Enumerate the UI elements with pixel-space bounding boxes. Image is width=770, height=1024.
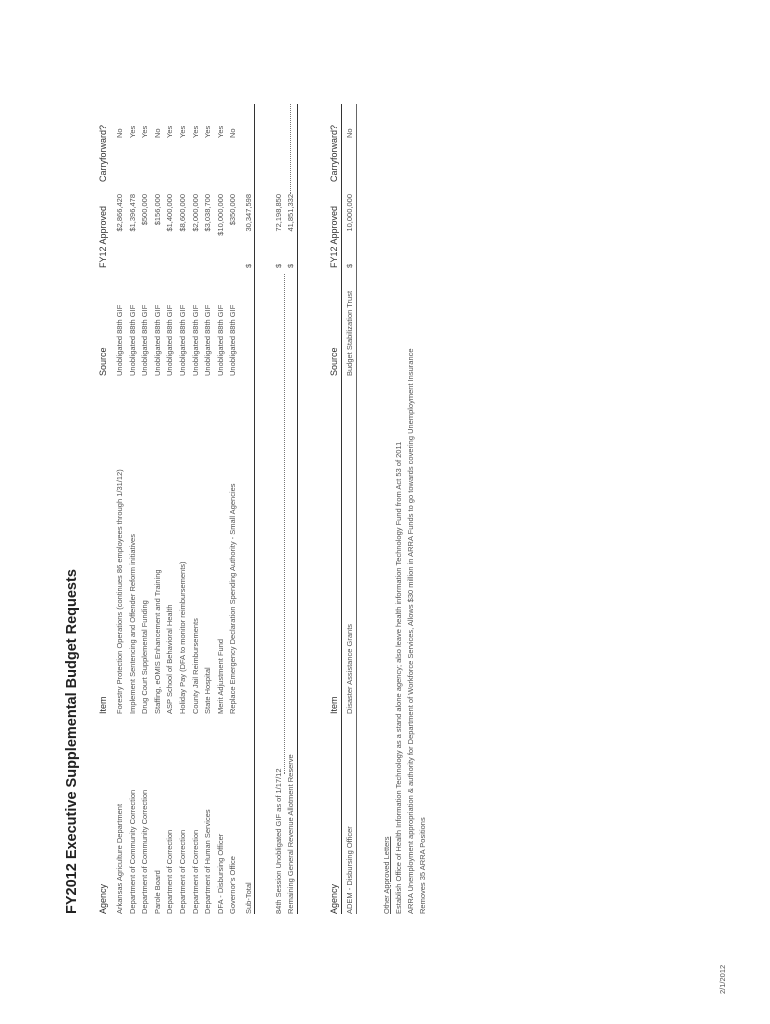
note-unobligated-value: 72,198,850 [274, 194, 283, 232]
note-unobligated-currency: $ [274, 263, 283, 268]
table2-header-approved: FY12 Approved [329, 205, 339, 268]
table1-row-source: Unobligated 88th GIF [152, 304, 162, 376]
table1-row-agency: Governor's Office [228, 856, 238, 914]
table2-header-rule [341, 104, 342, 914]
table2-header-source: Source [329, 347, 339, 376]
table2-row-agency: ADEM - Disbursing Officer [345, 826, 354, 914]
table2-row-currency: $ [345, 263, 354, 268]
table1-header-carry: Carryforward? [98, 124, 108, 182]
table1-row-item: ASP School of Behavioral Health [165, 604, 175, 714]
table1-row-item: Staffing, eOMIS Enhancement and Training [152, 569, 162, 714]
table1-row-approved: $350,000 [228, 194, 238, 226]
table2-row-item: Disaster Assistance Grants [345, 623, 354, 714]
page-title: FY2012 Executive Supplemental Budget Requests [64, 569, 80, 914]
table1-row-item: Implement Sentencing and Offender Reform initiatives [127, 534, 137, 714]
table1-row-item: County Jail Reimbursements [190, 618, 200, 714]
table2-row-carry: No [345, 128, 354, 138]
table1-row-approved: $2,866,420 [115, 194, 124, 232]
note-unobligated-label: 84th Session Unobligated GIF as of 1/17/12 [274, 768, 283, 914]
table2-row-approved: 10,000,000 [345, 194, 354, 232]
table2-header-carry: Carryforward? [329, 124, 339, 182]
table1-row-approved: $1,400,000 [165, 194, 175, 232]
table1-total-rule [254, 104, 255, 914]
table1-row-agency: DFA - Disbursing Officer [215, 833, 225, 914]
table1-row-approved: $156,000 [152, 194, 162, 226]
other-item-3: Removes 35 ARRA Positions [418, 817, 427, 914]
other-heading: Other Approved Letters [382, 836, 391, 914]
table1-row-carry: No [115, 128, 124, 138]
table1-row-approved: $2,000,000 [190, 194, 200, 232]
table1-row-source: Unobligated 88th GIF [190, 304, 200, 376]
table2-row-rule [356, 104, 357, 914]
table1-row-carry: Yes [203, 125, 213, 138]
table1-header-approved: FY12 Approved [98, 205, 108, 268]
table1-row-item: Merit Adjustment Fund [215, 638, 225, 714]
subtotal-currency: $ [244, 263, 253, 268]
table1-header-item: Item [98, 696, 108, 714]
table2-header-item: Item [329, 696, 339, 714]
table1-row-carry: Yes [215, 125, 225, 138]
table1-row-carry: Yes [165, 125, 175, 138]
table1-row-carry: Yes [127, 125, 137, 138]
table1-row-item: Drug Court Supplemental Funding [140, 600, 150, 714]
table1-row-agency: Department of Correction [165, 829, 175, 914]
table1-row-agency: Arkansas Agriculture Department [115, 803, 124, 914]
table1-row-item: Holiday Pay (DFA to monitor reimbursements) [178, 561, 187, 714]
footer-date: 2/1/2012 [718, 964, 727, 994]
table1-header-source: Source [98, 347, 108, 376]
table1-row-source: Unobligated 88th GIF [127, 304, 137, 376]
table1-row-source: Unobligated 88th GIF [178, 304, 187, 376]
table1-row-carry: No [152, 128, 162, 138]
table1-row-source: Unobligated 88th GIF [203, 304, 213, 376]
table1-row-agency: Department of Community Correction [127, 789, 137, 914]
table1-header-agency: Agency [98, 883, 108, 914]
table1-row-agency: Department of Human Services [203, 809, 213, 914]
table1-row-source: Unobligated 88th GIF [215, 304, 225, 376]
other-item-1: Establish Office of Health Information Technology as a stand alone agency; also leave health information Technology Fund from Act 53 of 2011 [394, 441, 403, 914]
table1-row-agency: Department of Correction [178, 829, 187, 914]
note-reserve-currency: $ [286, 263, 295, 268]
table1-row-approved: $1,396,478 [127, 194, 137, 232]
table1-row-item: Replace Emergency Declaration Spending Authority - Small Agencies [228, 483, 238, 714]
table1-row-approved: $500,000 [140, 194, 150, 226]
note-rule-2 [297, 104, 298, 914]
subtotal-label: Sub-Total [244, 882, 253, 914]
table1-row-approved: $8,600,000 [178, 194, 187, 232]
table1-row-carry: Yes [140, 125, 150, 138]
table2-header-agency: Agency [329, 883, 339, 914]
table1-row-source: Unobligated 88th GIF [140, 304, 150, 376]
table1-row-carry: No [228, 128, 238, 138]
note-reserve-label: Remaining General Revenue Allotment Reserve [286, 754, 295, 914]
table1-row-item: Forestry Protection Operations (continues 86 employees through 1/31/12) [115, 469, 124, 714]
subtotal-value: 30,347,598 [244, 194, 253, 232]
table1-row-agency: Department of Community Correction [140, 789, 150, 914]
other-item-2: ARRA Unemployment appropriation & authority for Department of Workforce Services, Allows $30 million in ARRA Funds to go towards covering Unemployment Insurance [406, 348, 415, 914]
table1-row-approved: $3,038,700 [203, 194, 213, 232]
table1-row-approved: $10,000,000 [215, 194, 225, 236]
note-rule-3 [290, 104, 291, 194]
table1-row-source: Unobligated 88th GIF [115, 304, 124, 376]
note-reserve-value: 41,851,332 [286, 194, 295, 232]
table1-row-item: State Hospital [203, 667, 213, 714]
note-rule-1 [284, 274, 285, 774]
table1-row-source: Unobligated 88th GIF [165, 304, 175, 376]
table1-row-carry: Yes [190, 125, 200, 138]
table1-row-agency: Department of Correction [190, 829, 200, 914]
table1-row-source: Unobligated 88th GIF [228, 304, 238, 376]
table1-row-carry: Yes [178, 125, 187, 138]
table2-row-source: Budget Stabilization Trust [345, 290, 354, 376]
table1-row-agency: Parole Board [152, 870, 162, 914]
